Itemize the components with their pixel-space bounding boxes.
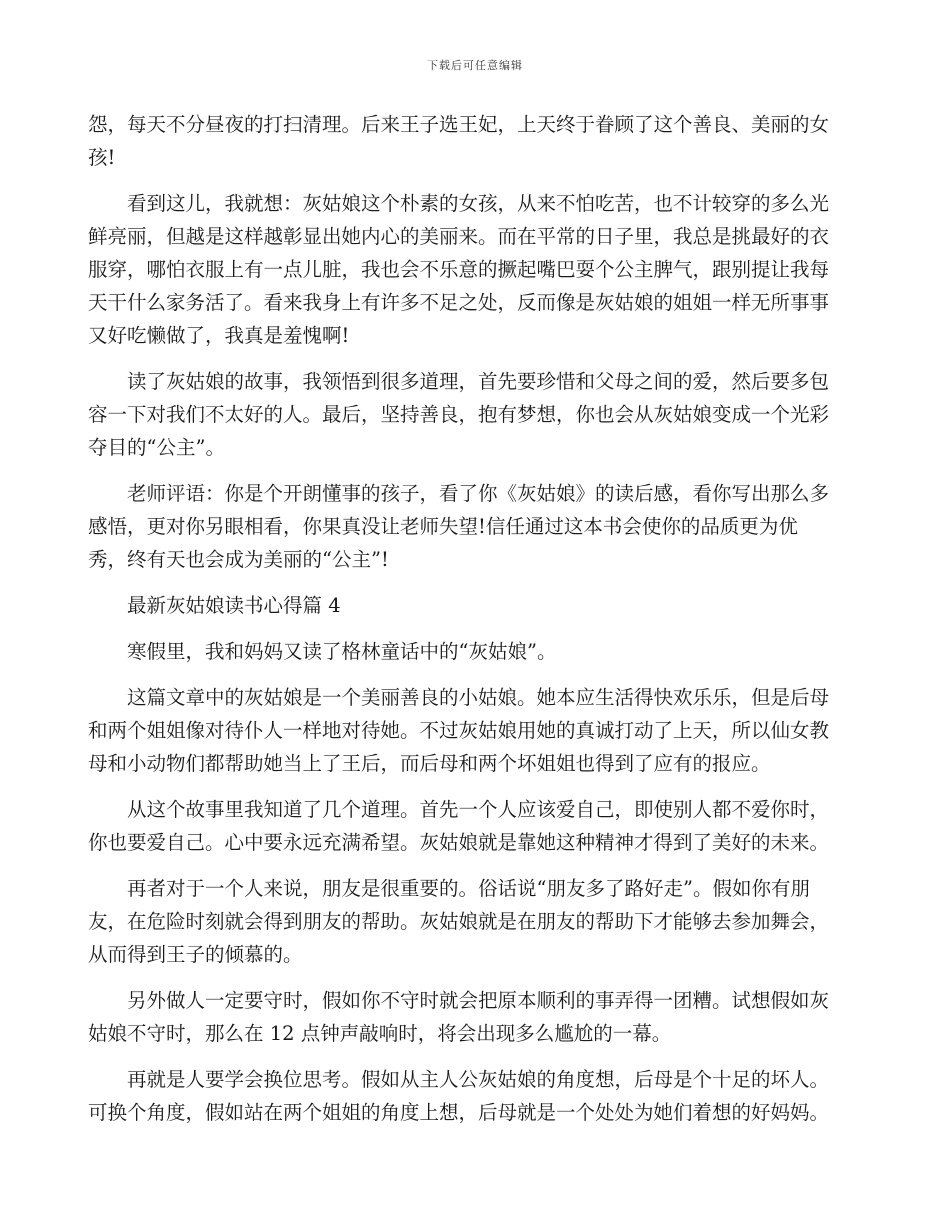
- paragraph-7: [88, 793, 864, 859]
- paragraph-line: 容一下对我们不太好的人。最后，坚持善良，抱有梦想，你也会从灰姑娘变成一个光彩: [88, 403, 830, 426]
- paragraph-line: 从这个故事里我知道了几个道理。首先一个人应该爱自己，即使别人都不爱你时，: [127, 798, 830, 821]
- paragraph-line: 秀，终有天也会成为美丽的“公主”!: [88, 548, 389, 571]
- paragraph-line: 可换个角度，假如站在两个姐姐的角度上想，后母就是一个处处为她们着想的好妈妈。: [88, 1101, 830, 1124]
- paragraph-line: 夺目的“公主”。: [88, 436, 225, 459]
- paragraph-line: 天干什么家务活了。看来我身上有许多不足之处，反而像是灰姑娘的姐姐一样无所事事: [88, 291, 830, 314]
- paragraph-line: 寒假里，我和妈妈又读了格林童话中的“灰姑娘”。: [127, 640, 557, 663]
- paragraph-line: 姑娘不守时，那么在 12 点钟声敲响时，将会出现多么尴尬的一幕。: [88, 1022, 672, 1045]
- paragraph-10: [88, 1063, 864, 1129]
- paragraph-line: 再就是人要学会换位思考。假如从主人公灰姑娘的角度想，后母是个十足的坏人。: [127, 1068, 830, 1091]
- paragraph-3: [88, 365, 864, 464]
- paragraph-line: 感悟，更对你另眼相看，你果真没让老师失望!信任通过这本书会使你的品质更为优: [88, 515, 798, 538]
- paragraph-8: [88, 872, 864, 971]
- paragraph-line: 又好吃懒做了，我真是羞愧啊!: [88, 324, 350, 347]
- paragraph-4: [88, 477, 864, 576]
- paragraph-line: 鲜亮丽，但越是这样越彰显出她内心的美丽来。而在平常的日子里，我总是挑最好的衣: [88, 225, 830, 248]
- paragraph-line: 再者对于一个人来说，朋友是很重要的。俗话说“朋友多了路好走”。假如你有朋: [127, 877, 810, 900]
- paragraph-line: 读了灰姑娘的故事，我领悟到很多道理，首先要珍惜和父母之间的爱，然后要多包: [127, 370, 830, 393]
- paragraph-line: 你也要爱自己。心中要永远充满希望。灰姑娘就是靠她这种精神才得到了美好的未来。: [88, 831, 830, 854]
- paragraph-2: [88, 187, 864, 352]
- paragraph-line: 和两个姐姐像对待仆人一样地对待她。不过灰姑娘用她的真诚打动了上天，所以仙女教: [88, 719, 830, 742]
- paragraph-line: 从而得到王子的倾慕的。: [88, 943, 303, 966]
- paragraph-line: 友，在危险时刻就会得到朋友的帮助。灰姑娘就是在朋友的帮助下才能够去参加舞会，: [88, 910, 830, 933]
- paragraph-line: 看到这儿，我就想：灰姑娘这个朴素的女孩，从来不怕吃苦，也不计较穿的多么光: [127, 192, 830, 215]
- paragraph-5: [88, 635, 864, 668]
- paragraph-6: [88, 681, 864, 780]
- paragraph-line: 怨，每天不分昼夜的打扫清理。后来王子选王妃，上天终于眷顾了这个善良、美丽的女: [88, 113, 830, 136]
- paragraph-line: 另外做人一定要守时，假如你不守时就会把原本顺利的事弄得一团糟。试想假如灰: [127, 989, 830, 1012]
- paragraph-9: [88, 984, 864, 1050]
- section-heading-text: 最新灰姑娘读书心得篇 4: [127, 594, 341, 617]
- document-body: [88, 108, 864, 1142]
- paragraph-1: [88, 108, 864, 174]
- paragraph-line: 服穿，哪怕衣服上有一点儿脏，我也会不乐意的撅起嘴巴耍个公主脾气，跟别提让我每: [88, 258, 830, 281]
- paragraph-line: 老师评语：你是个开朗懂事的孩子，看了你《灰姑娘》的读后感，看你写出那么多: [127, 482, 830, 505]
- paragraph-line: 这篇文章中的灰姑娘是一个美丽善良的小姑娘。她本应生活得快欢乐乐，但是后母: [127, 686, 830, 709]
- page-header: 下载后可任意编辑: [427, 59, 523, 72]
- paragraph-line: 孩!: [88, 146, 116, 169]
- section-heading: [88, 589, 864, 622]
- paragraph-line: 母和小动物们都帮助她当上了王后，而后母和两个坏姐姐也得到了应有的报应。: [88, 752, 771, 775]
